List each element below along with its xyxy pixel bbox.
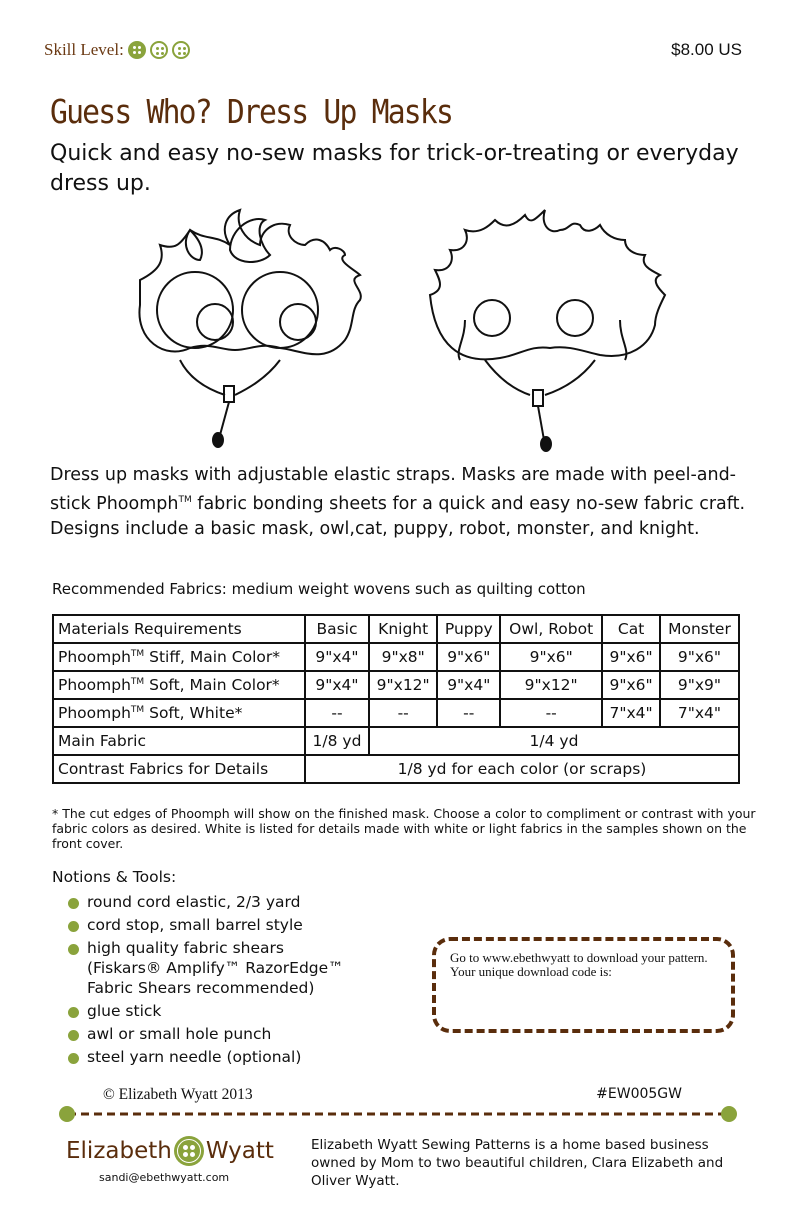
monster-mask-icon [139, 210, 360, 447]
pattern-code: #EW005GW [596, 1086, 682, 1102]
table-header-row: Materials Requirements Basic Knight Puppy Owl, Robot Cat Monster [53, 615, 739, 643]
list-item: round cord elastic, 2/3 yard [68, 892, 344, 912]
list-item: cord stop, small barrel style [68, 915, 344, 935]
table-row: Contrast Fabrics for Details 1/8 yd for each color (or scraps) [53, 755, 739, 783]
materials-table [52, 614, 740, 784]
description: Dress up masks with adjustable elastic straps. Masks are made with peel-and-stick Phoomph™ fabric bonding sheets for a quick and easy no-sew fabric craft. Designs include a basic mask, owl,cat, puppy, robot, monster, and knight. [50, 465, 746, 539]
table-row: Phoomph™ Stiff, Main Color* 9"x4" 9"x8" 9"x6" 9"x6" 9"x6" 9"x6" [53, 643, 739, 671]
price: $8.00 US [671, 40, 742, 59]
about-text: Elizabeth Wyatt Sewing Patterns is a home based business owned by Mom to two beautiful children, Clara Elizabeth and Oliver Wyatt. [311, 1137, 724, 1189]
list-item: glue stick [68, 1001, 344, 1021]
table-row: Phoomph™ Soft, White* -- -- -- -- 7"x4" 7"x4" [53, 699, 739, 727]
notions-heading: Notions & Tools: [52, 868, 177, 886]
skill-level [44, 40, 190, 60]
list-item: steel yarn needle (optional) [68, 1047, 344, 1067]
page-title: Guess Who? Dress Up Masks [50, 92, 453, 131]
footer-divider [58, 1104, 740, 1124]
button-outline-icon [150, 41, 168, 59]
mask-illustrations [120, 200, 680, 460]
copyright: © Elizabeth Wyatt 2013 [103, 1086, 253, 1103]
subtitle: Quick and easy no-sew masks for trick-or-treating or everyday dress up. [50, 141, 739, 196]
basic-mask-icon [430, 210, 665, 451]
button-outline-icon [172, 41, 190, 59]
list-item: awl or small hole punch [68, 1024, 344, 1044]
notions-list [68, 892, 344, 1070]
button-filled-icon [128, 41, 146, 59]
brand-logo: Elizabeth Wyatt [66, 1138, 274, 1164]
list-item: high quality fabric shears (Fiskars® Amplify™ RazorEdge™ Fabric Shears recommended) [68, 938, 344, 998]
button-logo-icon [174, 1136, 204, 1166]
copyright-icon: © [103, 1086, 115, 1103]
download-code-box: Go to www.ebethwyatt to download your pattern. Your unique download code is: [432, 937, 735, 1033]
skill-level-label: Skill Level: [44, 40, 124, 59]
table-row: Main Fabric 1/8 yd 1/4 yd [53, 727, 739, 755]
recommended-fabrics: Recommended Fabrics: medium weight wovens such as quilting cotton [52, 580, 586, 598]
contact-email: sandi@ebethwyatt.com [99, 1171, 230, 1184]
footnote: * The cut edges of Phoomph will show on the finished mask. Choose a color to compliment or contrast with your fabric colors as desired. White is listed for details made with white or light fabrics in the samples shown on the front cover. [52, 806, 756, 851]
table-row: Phoomph™ Soft, Main Color* 9"x4" 9"x12" 9"x4" 9"x12" 9"x6" 9"x9" [53, 671, 739, 699]
